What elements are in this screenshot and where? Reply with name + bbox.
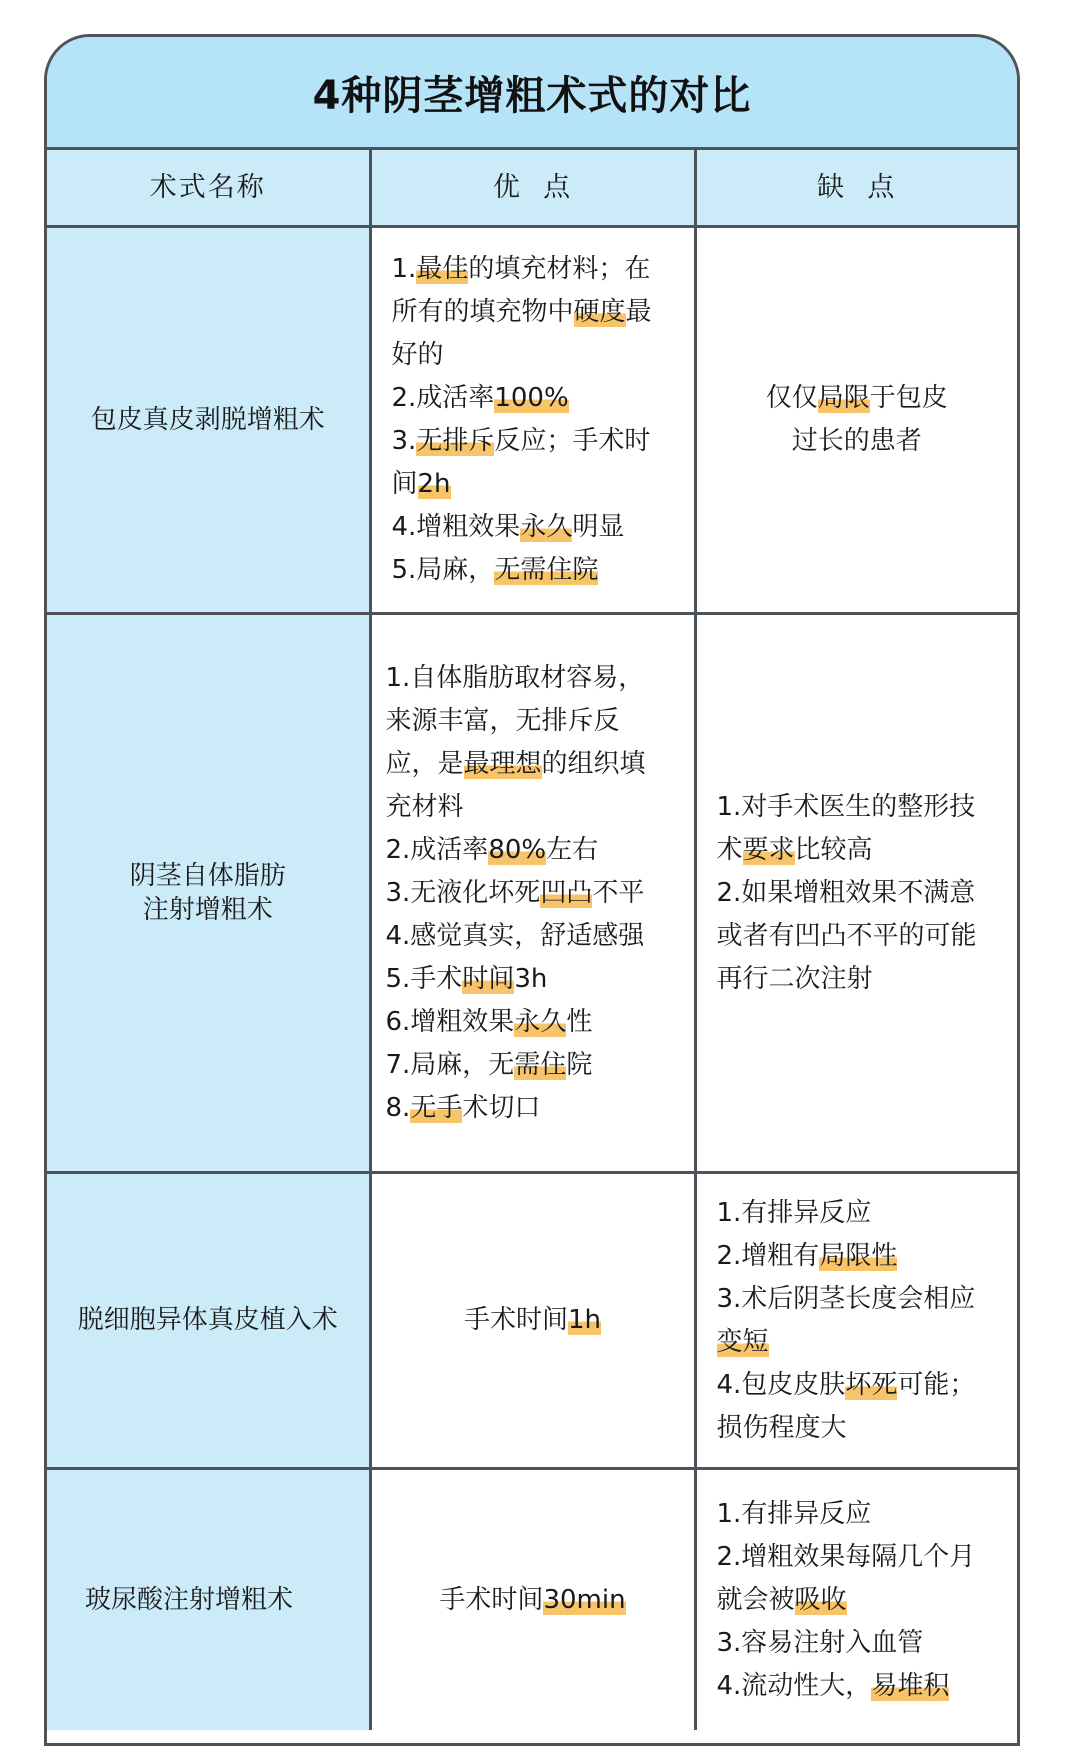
text-segment: 1.对手术医生的整形技	[716, 791, 976, 822]
text-segment: 来源丰富，无排斥反	[385, 705, 620, 736]
text-segment: 可能；	[897, 1369, 976, 1400]
highlighted-text: 局限性	[819, 1240, 898, 1271]
text-segment: 过长的患者	[791, 426, 922, 456]
cell-text-line	[386, 786, 682, 829]
text-segment: 就会被	[716, 1584, 795, 1615]
cell-text-line	[717, 958, 1006, 1001]
text-segment: 充材料	[385, 791, 464, 822]
cell-text-line	[717, 1665, 1006, 1708]
cell-text-line	[717, 1407, 1006, 1450]
text-segment: 玻尿酸注射增粗术	[85, 1584, 294, 1615]
highlighted-text: 时间	[462, 963, 515, 994]
text-segment: 1.有排异反应	[716, 1498, 872, 1529]
table-row	[47, 1469, 1017, 1731]
text-segment: 阴茎自体脂肪	[129, 861, 286, 891]
cell-text-line	[717, 829, 1006, 872]
cell-text-line	[717, 1235, 1006, 1278]
text-segment: 4.流动性大，	[716, 1670, 872, 1701]
text-segment: 脱细胞异体真皮植入术	[77, 1305, 338, 1335]
cell-text-line	[717, 1321, 1006, 1364]
highlighted-text: 无需住院	[494, 555, 599, 585]
text-segment: 再行二次注射	[716, 963, 873, 994]
table-row	[47, 227, 1017, 614]
highlighted-text: 要求	[742, 834, 795, 865]
cell-text-line	[392, 420, 682, 463]
text-segment: 性	[566, 1006, 593, 1037]
cell-text-line	[386, 915, 682, 958]
text-segment: 2.成活率	[391, 383, 495, 413]
cell-text-line	[392, 506, 682, 549]
cell-text-line	[53, 859, 363, 893]
text-segment: 8.	[385, 1092, 411, 1123]
text-segment: 3.	[391, 426, 417, 456]
text-segment: 所有的填充物中	[391, 297, 574, 327]
cell-text-line	[717, 1622, 1006, 1665]
cell-text-line	[382, 1299, 684, 1342]
highlighted-text: 变短	[716, 1326, 769, 1357]
highlighted-text: 坏死	[845, 1369, 898, 1400]
text-segment: 好的	[391, 340, 444, 370]
text-segment: 仅仅	[765, 383, 818, 413]
text-segment: 4.感觉真实，舒适感强	[385, 920, 645, 951]
procedure-name-cell	[47, 614, 370, 1173]
cell-text-line	[707, 377, 1008, 420]
text-segment: 2.如果增粗效果不满意	[716, 877, 976, 908]
header-cons: 缺 点	[695, 150, 1017, 227]
cell-text-line	[392, 463, 682, 506]
highlighted-text: 硬度	[573, 297, 626, 327]
text-segment: 1.	[391, 254, 417, 284]
text-segment: 损伤程度大	[716, 1412, 847, 1443]
cell-text-line	[85, 1579, 363, 1622]
text-segment: 左右	[546, 834, 599, 865]
cell-text-line	[717, 915, 1006, 958]
text-segment: 4.包皮皮肤	[716, 1369, 846, 1400]
cell-text-line	[717, 1364, 1006, 1407]
text-segment: 2.增粗有	[716, 1240, 820, 1271]
highlighted-text: 30min	[543, 1584, 626, 1615]
cell-text-line	[392, 291, 682, 334]
text-segment: 3.无液化坏死	[385, 877, 541, 908]
table-row	[47, 614, 1017, 1173]
pros-cell	[370, 614, 695, 1173]
cell-text-line	[386, 829, 682, 872]
cell-text-line	[392, 377, 682, 420]
cell-text-line	[53, 893, 363, 927]
text-segment: 3h	[514, 963, 548, 994]
highlighted-text: 永久	[514, 1006, 567, 1037]
header-name: 术式名称	[47, 150, 370, 227]
highlighted-text: 凹凸	[540, 877, 593, 908]
text-segment: 最	[625, 297, 652, 327]
text-segment: 的组织填	[541, 748, 646, 779]
text-segment: 3.容易注射入血管	[716, 1627, 924, 1658]
cell-text-line	[392, 334, 682, 377]
highlighted-text: 2h	[417, 469, 451, 499]
highlighted-text: 吸收	[794, 1584, 847, 1615]
cell-text-line	[717, 1192, 1006, 1235]
text-segment: 手术时间	[463, 1305, 568, 1335]
procedure-name-cell	[47, 227, 370, 614]
cell-text-line	[717, 1493, 1006, 1536]
text-segment: 或者有凹凸不平的可能	[716, 920, 977, 951]
text-segment: 手术时间	[439, 1584, 544, 1615]
cell-text-line	[386, 1044, 682, 1087]
text-segment: 不平	[592, 877, 645, 908]
cell-text-line	[717, 872, 1006, 915]
cell-text-line	[717, 1536, 1006, 1579]
cell-text-line	[386, 958, 682, 1001]
cell-text-line	[717, 1579, 1006, 1622]
text-segment: 包皮真皮剥脱增粗术	[90, 404, 325, 435]
highlighted-text: 易堆积	[871, 1670, 950, 1701]
text-segment: 明显	[572, 512, 625, 542]
text-segment: 5.局麻，	[391, 555, 495, 585]
text-segment: 1.有排异反应	[716, 1197, 872, 1228]
highlighted-text: 80%	[488, 834, 547, 865]
text-segment: 4.增粗效果	[391, 512, 521, 542]
table-row	[47, 1173, 1017, 1469]
cell-text-line	[392, 549, 682, 592]
cell-text-line	[717, 1278, 1006, 1321]
pros-cell	[370, 1469, 695, 1731]
text-segment: 应，是	[385, 748, 464, 779]
cell-text-line	[386, 1001, 682, 1044]
cell-text-line	[392, 248, 682, 291]
cell-text-line	[53, 1299, 363, 1342]
highlighted-text: 局限	[817, 383, 870, 413]
text-segment: 院	[566, 1049, 593, 1080]
cell-text-line	[386, 657, 682, 700]
header-pros: 优 点	[370, 150, 695, 227]
procedure-name-cell	[47, 1469, 370, 1731]
highlighted-text: 需住	[514, 1049, 567, 1080]
highlighted-text: 100%	[494, 383, 569, 413]
text-segment: 术切口	[462, 1092, 541, 1123]
cell-text-line	[707, 420, 1008, 463]
text-segment: 5.手术	[385, 963, 463, 994]
cell-text-line	[386, 872, 682, 915]
table-header-row	[47, 150, 1017, 227]
highlighted-text: 最理想	[463, 748, 542, 779]
highlighted-text: 无排斥	[416, 426, 495, 456]
text-segment: 反应；手术时	[494, 426, 651, 456]
text-segment: 间	[391, 469, 418, 499]
cell-text-line	[717, 786, 1006, 829]
cell-text-line	[386, 743, 682, 786]
text-segment: 3.术后阴茎长度会相应	[716, 1283, 976, 1314]
highlighted-text: 无手	[410, 1092, 463, 1123]
text-segment: 7.局麻，无	[385, 1049, 515, 1080]
text-segment: 比较高	[794, 834, 873, 865]
cell-text-line	[382, 1579, 684, 1622]
highlighted-text: 永久	[520, 512, 573, 542]
cons-cell	[695, 227, 1017, 614]
text-segment: 的填充材料；在	[468, 254, 651, 284]
pros-cell	[370, 227, 695, 614]
text-segment: 2.增粗效果每隔几个月	[716, 1541, 976, 1572]
cons-cell	[695, 1173, 1017, 1469]
text-segment: 1.自体脂肪取材容易，	[385, 662, 645, 693]
text-segment: 于包皮	[869, 383, 948, 413]
comparison-card	[44, 34, 1020, 1746]
cons-cell	[695, 614, 1017, 1173]
text-segment: 2.成活率	[385, 834, 489, 865]
highlighted-text: 1h	[567, 1305, 602, 1335]
procedure-name-cell	[47, 1173, 370, 1469]
cell-text-line	[386, 700, 682, 743]
comparison-table	[47, 150, 1017, 1730]
highlighted-text: 最佳	[416, 254, 469, 284]
page-title: 4种阴茎增粗术式的对比	[47, 37, 1017, 150]
text-segment: 术	[716, 834, 743, 865]
text-segment: 注射增粗术	[142, 895, 273, 925]
cons-cell	[695, 1469, 1017, 1731]
cell-text-line	[53, 399, 363, 442]
cell-text-line	[386, 1087, 682, 1130]
text-segment: 6.增粗效果	[385, 1006, 515, 1037]
pros-cell	[370, 1173, 695, 1469]
